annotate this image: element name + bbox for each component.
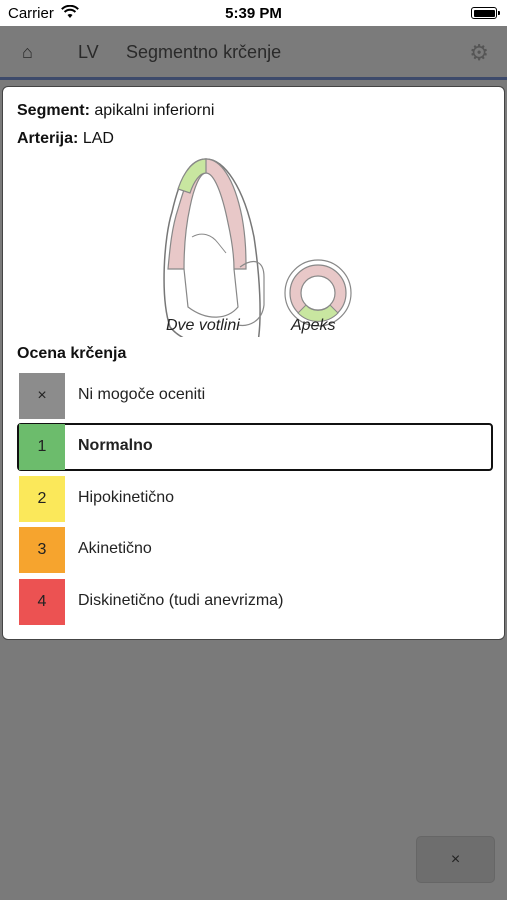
option-label: Ni mogoče oceniti <box>78 386 206 403</box>
segment-line <box>17 102 214 120</box>
battery-icon <box>471 7 497 19</box>
home-icon[interactable]: ⌂ <box>22 42 33 62</box>
artery-label: Arterija: <box>17 130 79 147</box>
clock: 5:39 PM <box>225 5 282 22</box>
nav-lv-link[interactable]: LV <box>78 42 99 62</box>
option-swatch: 2 <box>19 476 65 522</box>
segment-modal <box>2 86 505 640</box>
option-swatch: 1 <box>19 424 65 470</box>
segment-value: apikalni inferiorni <box>94 102 215 119</box>
option-swatch: × <box>19 373 65 419</box>
gear-icon[interactable]: ⚙ <box>469 40 489 65</box>
caption-apex: Apeks <box>291 317 336 334</box>
option-not-assessable[interactable] <box>17 372 493 420</box>
option-label: Normalno <box>78 437 153 454</box>
artery-value: LAD <box>82 130 114 147</box>
artery-line <box>17 130 114 148</box>
option-dyskinetic[interactable] <box>17 578 493 626</box>
close-button[interactable]: × <box>416 836 495 883</box>
nav-bar <box>0 26 507 80</box>
option-akinetic[interactable] <box>17 526 493 574</box>
option-normal[interactable] <box>17 423 493 471</box>
page-title: Segmentno krčenje <box>126 42 282 62</box>
status-bar <box>0 0 507 26</box>
segment-label: Segment: <box>17 102 90 119</box>
heart-segment-diagram <box>158 157 358 337</box>
caption-two-chamber: Dve votlini <box>166 317 240 334</box>
option-label: Akinetično <box>78 540 152 557</box>
section-title: Ocena krčenja <box>17 345 127 362</box>
option-label: Hipokinetično <box>78 489 175 506</box>
option-label: Diskinetično (tudi anevrizma) <box>78 592 284 609</box>
option-hypokinetic[interactable] <box>17 475 493 523</box>
option-swatch: 3 <box>19 527 65 573</box>
option-swatch: 4 <box>19 579 65 625</box>
carrier-label: Carrier <box>8 5 54 22</box>
